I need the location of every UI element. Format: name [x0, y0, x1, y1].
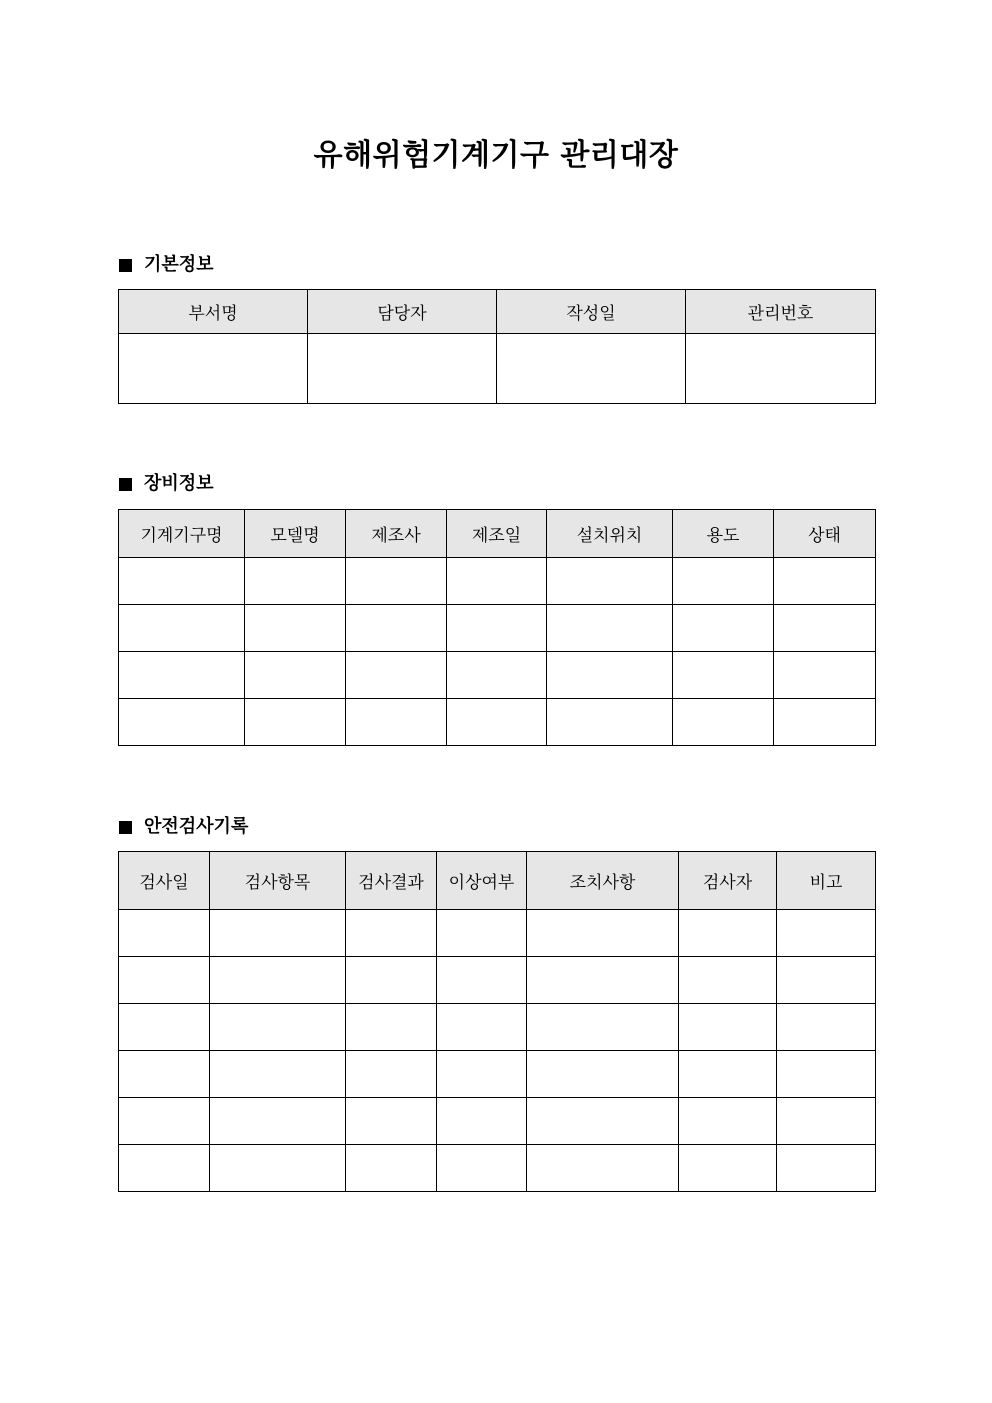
table-cell[interactable]	[527, 1004, 679, 1051]
equipment-info-table	[118, 509, 876, 746]
manager-cell[interactable]	[308, 334, 497, 404]
table-cell[interactable]	[774, 652, 876, 699]
table-cell[interactable]	[119, 1145, 210, 1192]
table-cell[interactable]	[679, 1004, 777, 1051]
section-heading-safety-inspection	[119, 815, 248, 839]
table-cell[interactable]	[679, 1145, 777, 1192]
table-header-row	[119, 510, 876, 558]
table-cell[interactable]	[447, 605, 547, 652]
table-cell[interactable]	[437, 910, 527, 957]
table-cell[interactable]	[119, 1051, 210, 1098]
table-cell[interactable]	[346, 1051, 437, 1098]
table-cell[interactable]	[346, 957, 437, 1004]
safety-inspection-table	[118, 851, 876, 1192]
column-header-date-written: 작성일	[497, 290, 686, 334]
table-cell[interactable]	[346, 1004, 437, 1051]
table-cell[interactable]	[437, 957, 527, 1004]
table-row	[119, 652, 876, 699]
table-cell[interactable]	[119, 957, 210, 1004]
table-cell[interactable]	[679, 910, 777, 957]
table-cell[interactable]	[346, 652, 447, 699]
table-cell[interactable]	[245, 699, 346, 746]
column-header-manufacture-date: 제조일	[447, 510, 547, 558]
table-cell[interactable]	[437, 1098, 527, 1145]
table-row	[119, 1004, 876, 1051]
table-cell[interactable]	[774, 699, 876, 746]
section-heading-equipment-info	[119, 472, 214, 496]
column-header-remarks: 비고	[777, 852, 876, 910]
square-bullet-icon	[119, 821, 132, 834]
column-header-manufacturer: 제조사	[346, 510, 447, 558]
table-cell[interactable]	[245, 558, 346, 605]
table-cell[interactable]	[210, 1145, 346, 1192]
table-cell[interactable]	[119, 652, 245, 699]
table-cell[interactable]	[774, 558, 876, 605]
table-cell[interactable]	[346, 558, 447, 605]
table-cell[interactable]	[527, 910, 679, 957]
column-header-inspection-date: 검사일	[119, 852, 210, 910]
table-cell[interactable]	[774, 605, 876, 652]
table-cell[interactable]	[679, 957, 777, 1004]
table-cell[interactable]	[447, 558, 547, 605]
column-header-model-name: 모델명	[245, 510, 346, 558]
table-cell[interactable]	[447, 652, 547, 699]
table-cell[interactable]	[777, 1004, 876, 1051]
table-cell[interactable]	[673, 558, 774, 605]
column-header-inspection-item: 검사항목	[210, 852, 346, 910]
table-cell[interactable]	[527, 1098, 679, 1145]
table-cell[interactable]	[527, 1051, 679, 1098]
table-cell[interactable]	[119, 558, 245, 605]
table-cell[interactable]	[119, 910, 210, 957]
table-cell[interactable]	[673, 652, 774, 699]
table-cell[interactable]	[777, 910, 876, 957]
table-cell[interactable]	[673, 605, 774, 652]
column-header-action-taken: 조치사항	[527, 852, 679, 910]
table-cell[interactable]	[210, 910, 346, 957]
table-cell[interactable]	[547, 558, 673, 605]
table-row	[119, 334, 876, 404]
date-written-cell[interactable]	[497, 334, 686, 404]
column-header-install-location: 설치위치	[547, 510, 673, 558]
table-cell[interactable]	[447, 699, 547, 746]
table-cell[interactable]	[437, 1004, 527, 1051]
table-cell[interactable]	[245, 652, 346, 699]
table-row	[119, 558, 876, 605]
table-row	[119, 1098, 876, 1145]
table-cell[interactable]	[119, 1004, 210, 1051]
square-bullet-icon	[119, 478, 132, 491]
table-cell[interactable]	[346, 605, 447, 652]
table-cell[interactable]	[346, 1145, 437, 1192]
column-header-inspection-result: 검사결과	[346, 852, 437, 910]
table-cell[interactable]	[119, 605, 245, 652]
table-row	[119, 1145, 876, 1192]
section-heading-label: 안전검사기록	[144, 816, 249, 837]
table-cell[interactable]	[777, 1098, 876, 1145]
table-row	[119, 1051, 876, 1098]
table-cell[interactable]	[346, 699, 447, 746]
table-cell[interactable]	[679, 1098, 777, 1145]
table-cell[interactable]	[210, 957, 346, 1004]
table-cell[interactable]	[210, 1004, 346, 1051]
column-header-management-number: 관리번호	[686, 290, 876, 334]
department-cell[interactable]	[119, 334, 308, 404]
table-row	[119, 605, 876, 652]
section-heading-label: 기본정보	[144, 254, 214, 275]
table-cell[interactable]	[527, 957, 679, 1004]
table-cell[interactable]	[346, 910, 437, 957]
column-header-purpose: 용도	[673, 510, 774, 558]
column-header-equipment-name: 기계기구명	[119, 510, 245, 558]
table-header-row	[119, 852, 876, 910]
table-cell[interactable]	[777, 957, 876, 1004]
section-heading-basic-info	[119, 253, 214, 277]
table-cell[interactable]	[777, 1051, 876, 1098]
column-header-abnormality: 이상여부	[437, 852, 527, 910]
table-cell[interactable]	[673, 699, 774, 746]
table-cell[interactable]	[437, 1145, 527, 1192]
table-cell[interactable]	[210, 1051, 346, 1098]
table-cell[interactable]	[437, 1051, 527, 1098]
table-cell[interactable]	[210, 1098, 346, 1145]
table-cell[interactable]	[346, 1098, 437, 1145]
table-cell[interactable]	[547, 652, 673, 699]
table-cell[interactable]	[119, 1098, 210, 1145]
column-header-department: 부서명	[119, 290, 308, 334]
basic-info-table	[118, 289, 876, 404]
table-cell[interactable]	[547, 605, 673, 652]
table-row	[119, 699, 876, 746]
section-heading-label: 장비정보	[144, 473, 214, 494]
column-header-manager: 담당자	[308, 290, 497, 334]
square-bullet-icon	[119, 259, 132, 272]
table-cell[interactable]	[119, 699, 245, 746]
column-header-inspector: 검사자	[679, 852, 777, 910]
table-cell[interactable]	[777, 1145, 876, 1192]
table-header-row	[119, 290, 876, 334]
page-title: 유해위험기계기구 관리대장	[313, 138, 679, 173]
table-cell[interactable]	[547, 699, 673, 746]
table-cell[interactable]	[679, 1051, 777, 1098]
column-header-status: 상태	[774, 510, 876, 558]
table-row	[119, 957, 876, 1004]
table-row	[119, 910, 876, 957]
table-cell[interactable]	[245, 605, 346, 652]
management-number-cell[interactable]	[686, 334, 876, 404]
table-cell[interactable]	[527, 1145, 679, 1192]
